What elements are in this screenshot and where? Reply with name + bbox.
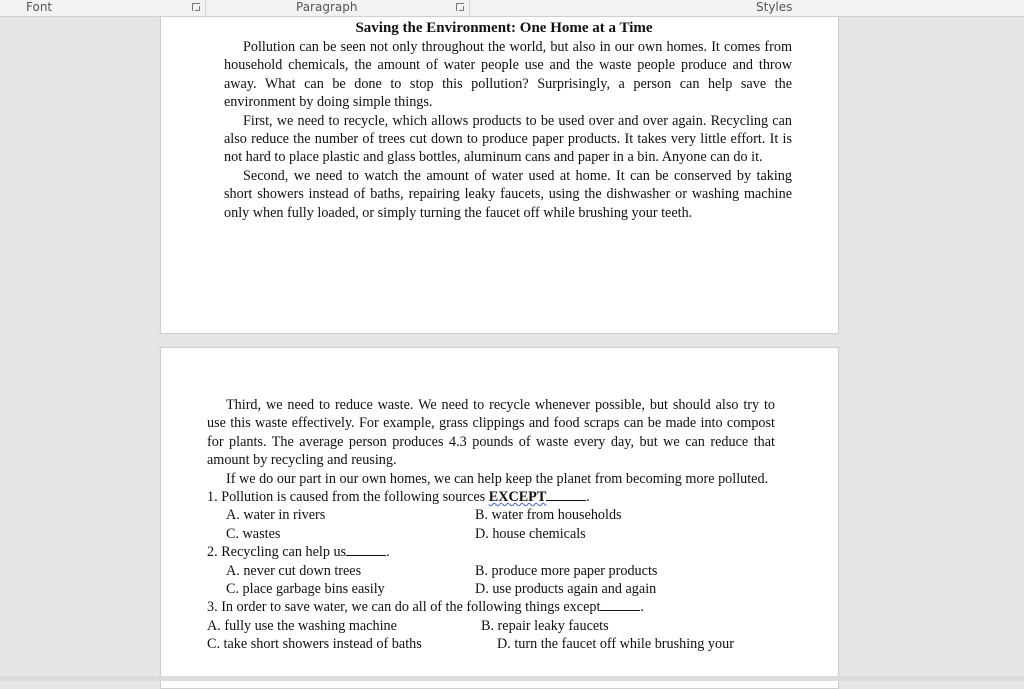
question-3-stem: 3. In order to save water, we can do all of the following things except bbox=[207, 599, 601, 616]
question-1 bbox=[207, 488, 775, 506]
option-3c: C. take short showers instead of baths bbox=[207, 636, 422, 653]
question-2-options-row-1 bbox=[207, 562, 775, 580]
option-3a: A. fully use the washing machine bbox=[207, 617, 397, 634]
option-3d: D. turn the faucet off while brushing your bbox=[497, 636, 734, 653]
question-3-options-row-1 bbox=[207, 617, 775, 635]
question-1-emphasis: EXCEPT bbox=[488, 489, 547, 506]
question-2-options-row-2 bbox=[207, 580, 775, 598]
option-2c: C. place garbage bins easily bbox=[226, 580, 385, 597]
group-divider bbox=[469, 0, 470, 16]
page-2-body bbox=[207, 396, 775, 654]
question-3-options-row-2 bbox=[207, 635, 775, 653]
question-2-end: . bbox=[386, 544, 390, 561]
font-dialog-launcher-icon[interactable] bbox=[192, 3, 200, 11]
answer-blank bbox=[346, 543, 386, 556]
styles-group-label: Styles bbox=[756, 0, 793, 14]
paragraph-first: First, we need to recycle, which allows products to be used over and over again. Recycling can also reduce the number of trees cut down to produce paper products. It takes very little effort. It is not hard to place plastic and glass bottles, aluminum cans and paper in a bin. Anyone can do it. bbox=[224, 112, 792, 166]
question-2 bbox=[207, 543, 775, 561]
ribbon-group-labels bbox=[0, 0, 1024, 17]
status-bar bbox=[0, 676, 1024, 681]
option-2d: D. use products again and again bbox=[475, 580, 657, 597]
font-group-label: Font bbox=[26, 0, 53, 14]
answer-blank bbox=[600, 598, 640, 611]
document-title: Saving the Environment: One Home at a Time bbox=[355, 20, 653, 36]
document-page-1[interactable] bbox=[160, 16, 839, 334]
question-1-options-row-1 bbox=[207, 506, 775, 524]
option-2b: B. produce more paper products bbox=[475, 562, 658, 579]
paragraph-dialog-launcher-icon[interactable] bbox=[456, 3, 464, 11]
option-1c: C. wastes bbox=[226, 525, 281, 542]
paragraph-group-label: Paragraph bbox=[296, 0, 358, 14]
page-1-body bbox=[224, 19, 792, 222]
option-1d: D. house chemicals bbox=[475, 525, 586, 542]
group-divider bbox=[205, 0, 206, 16]
question-3 bbox=[207, 598, 775, 616]
paragraph-conclusion: If we do our part in our own homes, we can help keep the planet from becoming more polluted. bbox=[226, 470, 769, 487]
option-3b: B. repair leaky faucets bbox=[481, 617, 609, 634]
option-2a: A. never cut down trees bbox=[226, 562, 362, 579]
paragraph-third: Third, we need to reduce waste. We need to recycle whenever possible, but should also try to use this waste effectively. For example, grass clippings and food scraps can be made into compost for plants. The average person produces 4.3 pounds of waste every day, but we can reduce that amount by recycling and reusing. bbox=[207, 397, 775, 469]
question-1-end: . bbox=[586, 489, 590, 506]
answer-blank bbox=[546, 488, 586, 501]
paragraph-second: Second, we need to watch the amount of water used at home. It can be conserved by taking short showers instead of baths, repairing leaky faucets, using the dishwasher or washing machine only when fully loaded, or simply turning the faucet off while brushing your teeth. bbox=[224, 167, 792, 221]
option-1b: B. water from households bbox=[475, 507, 622, 524]
option-1a: A. water in rivers bbox=[226, 507, 326, 524]
document-page-2[interactable] bbox=[160, 347, 839, 689]
question-3-end: . bbox=[640, 599, 644, 616]
question-1-stem: 1. Pollution is caused from the following sources bbox=[207, 489, 489, 506]
question-2-stem: 2. Recycling can help us bbox=[207, 544, 347, 561]
paragraph-intro: Pollution can be seen not only throughout the world, but also in our own homes. It comes from household chemicals, the amount of water people use and the waste people produce and throw away. What can be done to stop this pollution? Surprisingly, a person can help save the environment by doing simple things. bbox=[224, 39, 792, 111]
question-1-options-row-2 bbox=[207, 525, 775, 543]
